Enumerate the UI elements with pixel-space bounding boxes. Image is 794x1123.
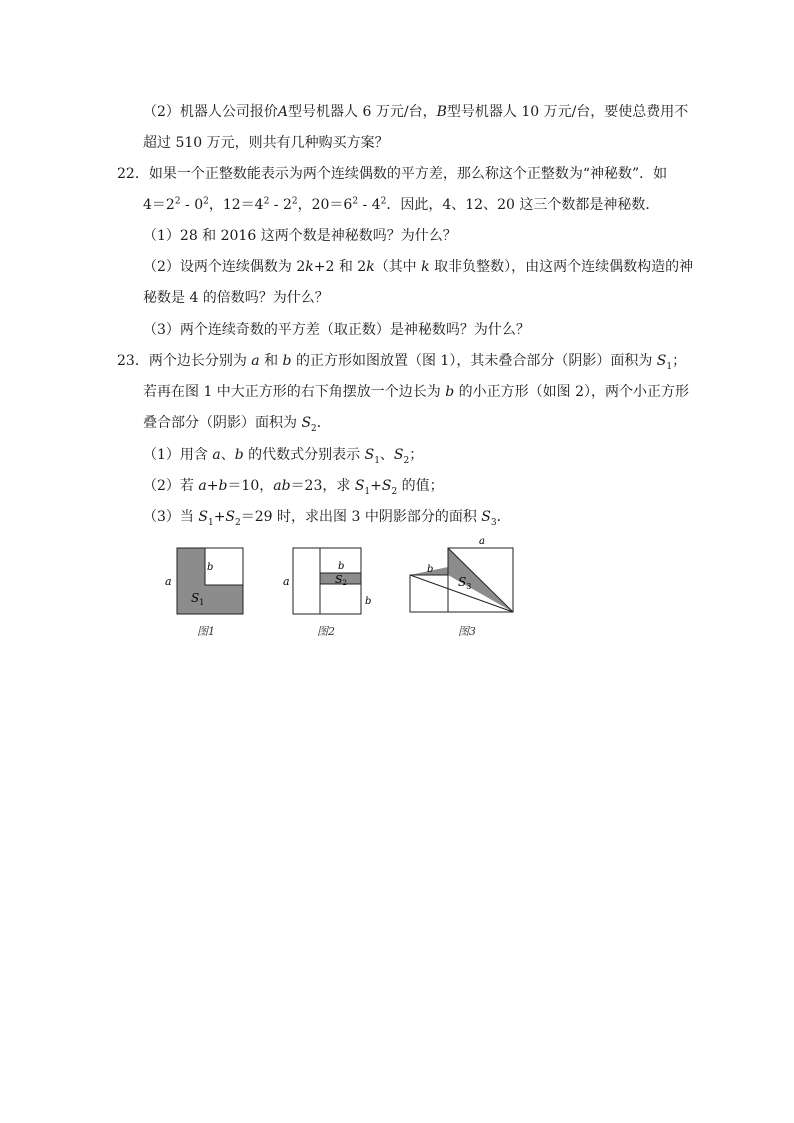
q22-part1: （1）28 和 2016 这两个数是神秘数吗？为什么？ (143, 228, 457, 244)
q21-part2-line2: 超过 510 万元，则共有几种购买方案？ (143, 135, 389, 151)
fig2-caption: 图2 (317, 625, 335, 638)
q22-examples: $4=2^2 - 0^2$，$12=4^2 - 2^2$，$20=6^2 - 4^2$．因此，4、12、20 这三个数都是神秘数． (143, 196, 660, 213)
fig3-label-s3: $S_3$ (458, 575, 472, 591)
fig3-small-square (410, 575, 448, 612)
q23-part1: （1）用含 a、b 的代数式分别表示 $S_1$、$S_2$； (143, 447, 424, 466)
figure-1 (160, 540, 270, 645)
q21-part2-line1: （2）机器人公司报价A型号机器人 6 万元/台，B型号机器人 10 万元/台，要使总费用不 (143, 104, 689, 120)
fig3-label-a: a (479, 536, 485, 547)
fig1-caption: 图1 (197, 625, 215, 638)
fig3-label-b: b (427, 564, 434, 575)
fig1-label-a: a (165, 575, 172, 588)
q22-intro: 22．如果一个正整数能表示为两个连续偶数的平方差，那么称这个正整数为“神秘数”．如 (117, 166, 668, 182)
q23-line2: 若再在图 1 中大正方形的右下角摆放一个边长为 b 的小正方形（如图 2），两个小正方形 (143, 384, 690, 400)
fig1-label-s1: $S_1$ (191, 591, 205, 607)
fig2-label-b-side: b (365, 596, 372, 607)
fig3-caption: 图3 (458, 625, 476, 638)
q23-part2: （2）若 a+b＝10，ab＝23，求 $S_1+S_2$ 的值； (143, 478, 444, 497)
q22-part2-line2: 秘数是 4 的倍数吗？为什么？ (143, 290, 329, 306)
fig2-label-b-top: b (338, 561, 345, 572)
q22-part3: （3）两个连续奇数的平方差（取正数）是神秘数吗？为什么？ (143, 322, 530, 338)
fig1-label-b: b (207, 562, 214, 573)
figure-2 (278, 540, 378, 645)
q23-line1: 23．两个边长分别为 a 和 b 的正方形如图放置（图 1），其未叠合部分（阴影）面积为 $S_1$； (117, 353, 687, 372)
q22-part2-line1: （2）设两个连续偶数为 2k+2 和 2k（其中 k 取非负整数），由这两个连续偶数构造的神 (143, 259, 694, 275)
q23-part3: （3）当 $S_1+S_2=29$ 时，求出图 3 中阴影部分的面积 $S_3$． (143, 509, 511, 528)
fig2-label-s2: S2 (335, 573, 348, 587)
fig2-label-a: a (283, 575, 290, 588)
q23-line3: 叠合部分（阴影）面积为 $S_2$． (143, 415, 331, 434)
figure-3 (402, 533, 522, 645)
